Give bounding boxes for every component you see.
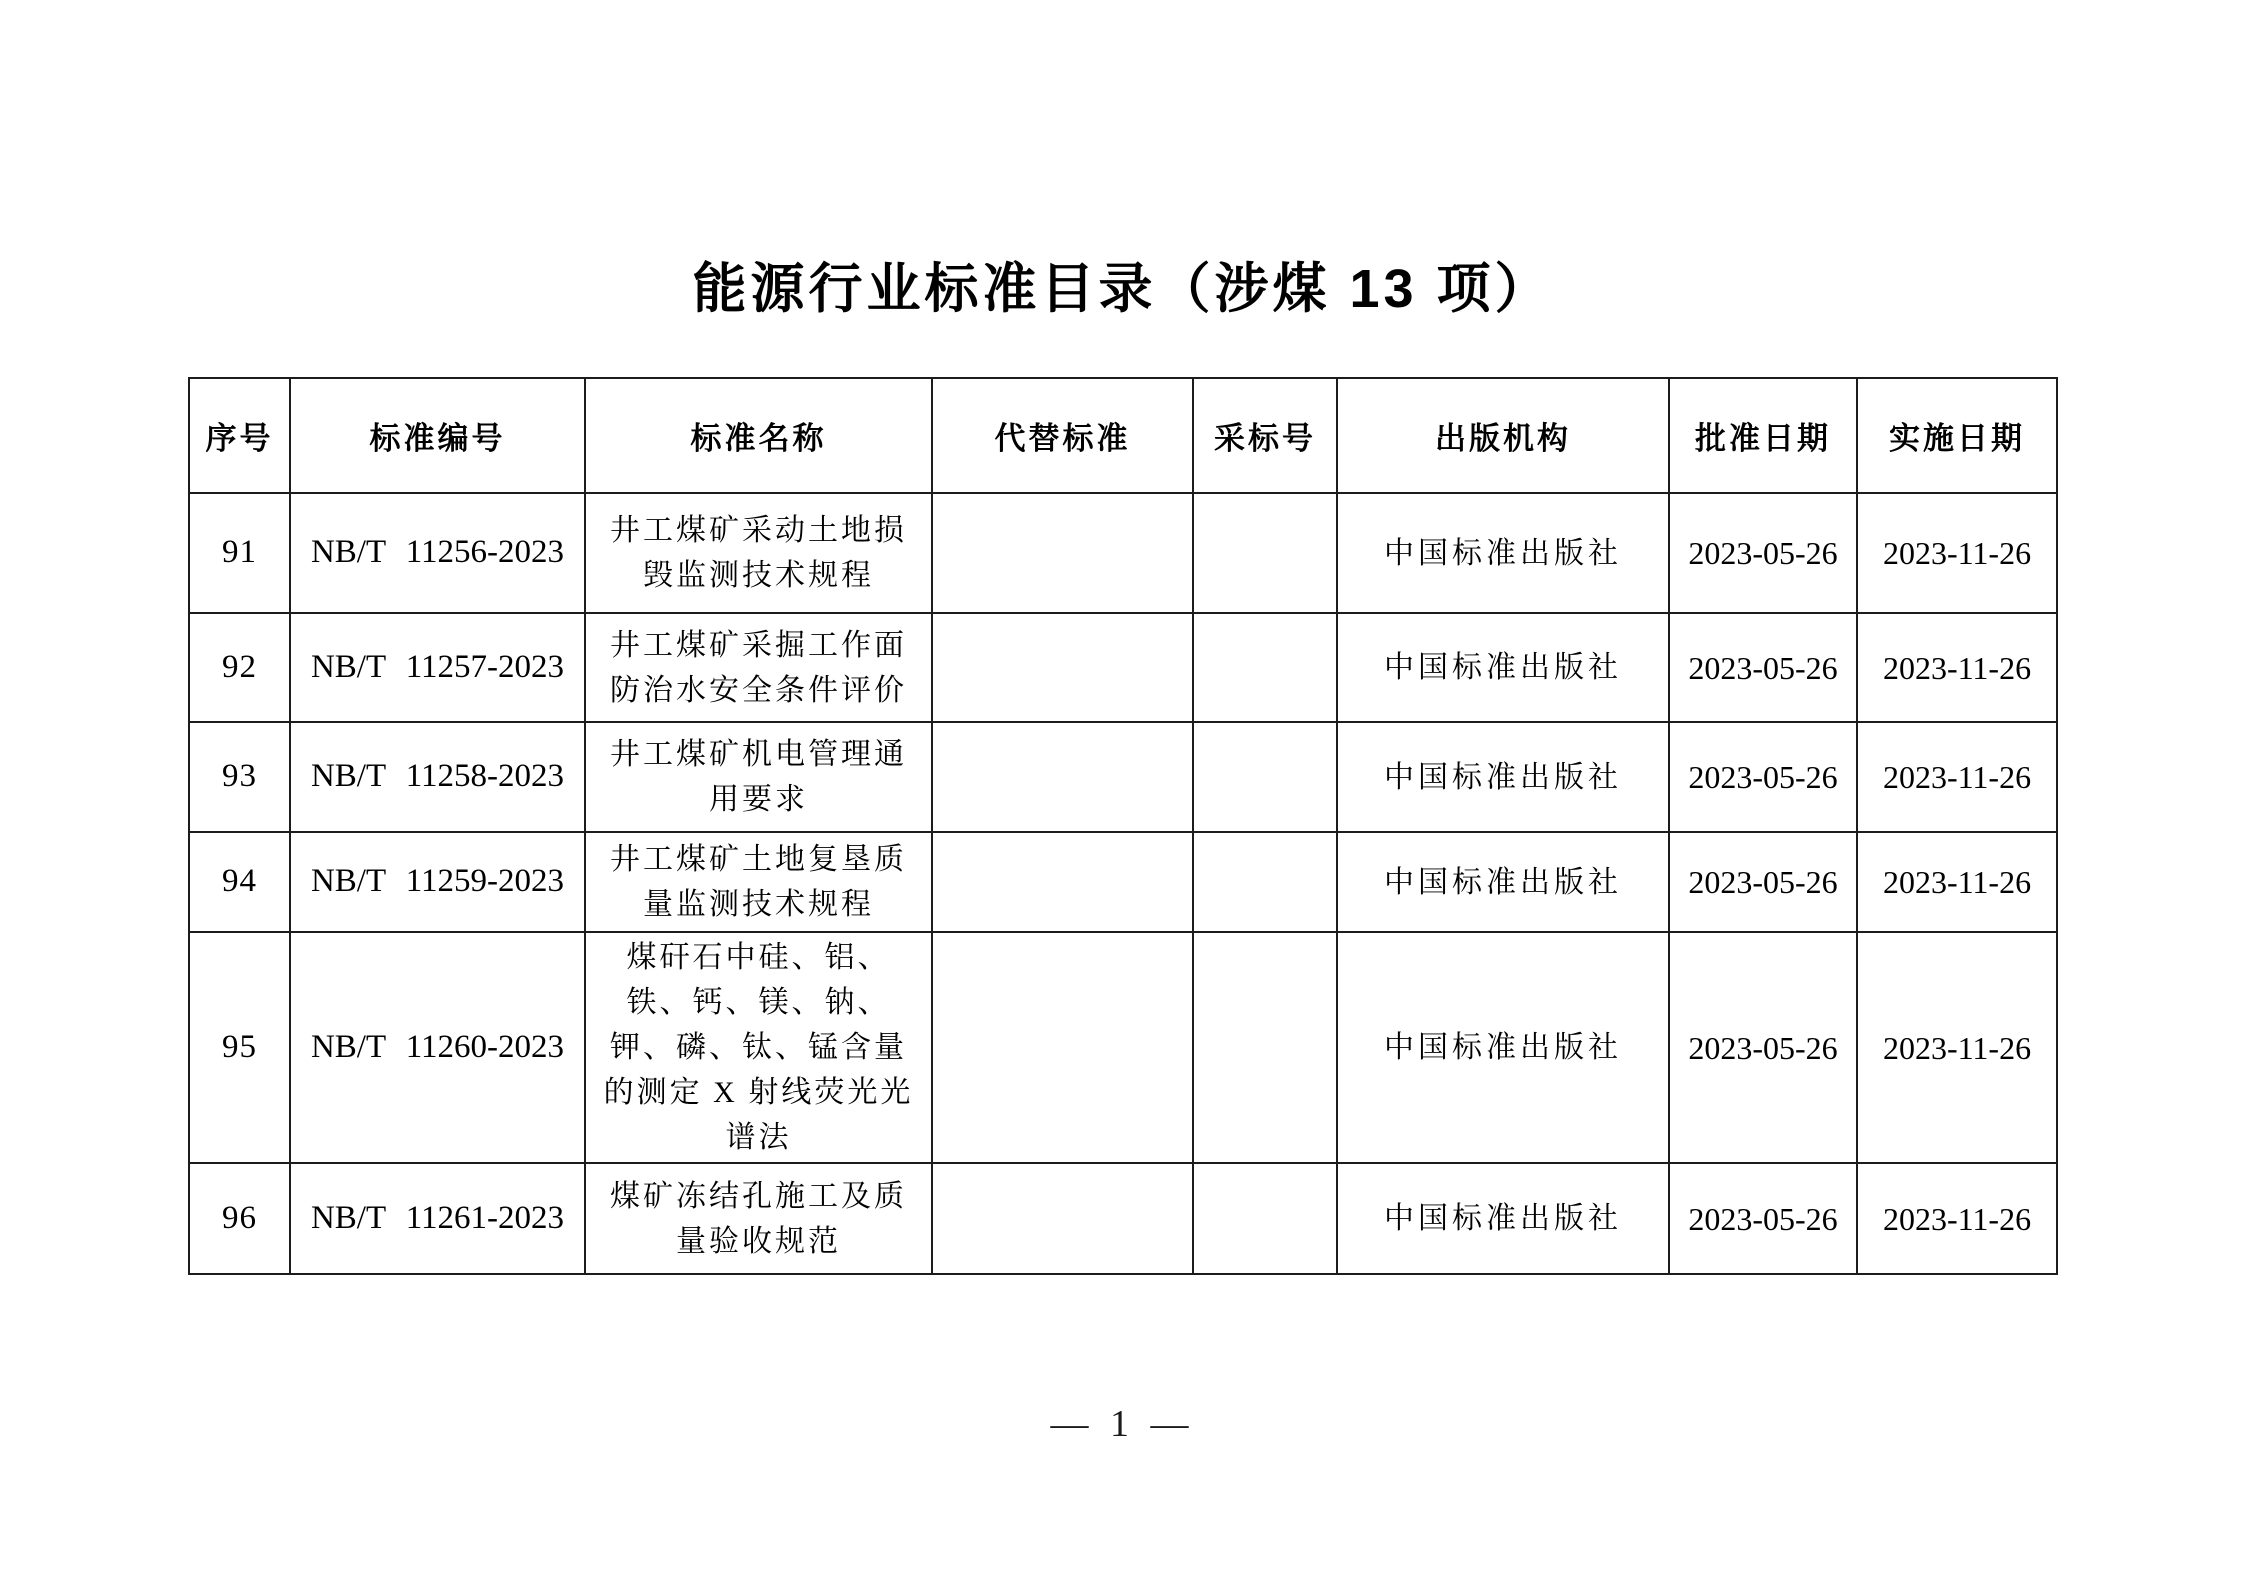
page-number: — 1 — bbox=[1050, 1403, 1195, 1445]
cell-seq: 95 bbox=[189, 932, 290, 1163]
col-header-replaced-standard: 代替标准 bbox=[932, 378, 1193, 493]
cell-implementation-date: 2023-11-26 bbox=[1857, 932, 2057, 1163]
col-header-approval-date: 批准日期 bbox=[1669, 378, 1857, 493]
cell-standard-code: NB/T 11259-2023 bbox=[290, 832, 585, 932]
cell-seq: 91 bbox=[189, 493, 290, 613]
cell-replaced-standard bbox=[932, 493, 1193, 613]
cell-implementation-date: 2023-11-26 bbox=[1857, 493, 2057, 613]
cell-standard-name: 煤矸石中硅、铝、铁、钙、镁、钠、钾、磷、钛、锰含量的测定 X 射线荧光光谱法 bbox=[585, 932, 932, 1163]
cell-publisher: 中国标准出版社 bbox=[1337, 1163, 1669, 1274]
cell-approval-date: 2023-05-26 bbox=[1669, 1163, 1857, 1274]
cell-implementation-date: 2023-11-26 bbox=[1857, 832, 2057, 932]
cell-implementation-date: 2023-11-26 bbox=[1857, 722, 2057, 832]
cell-seq: 94 bbox=[189, 832, 290, 932]
cell-standard-code: NB/T 11256-2023 bbox=[290, 493, 585, 613]
cell-approval-date: 2023-05-26 bbox=[1669, 613, 1857, 722]
cell-publisher: 中国标准出版社 bbox=[1337, 932, 1669, 1163]
table-row bbox=[189, 832, 2057, 932]
standards-table bbox=[188, 377, 2058, 1275]
cell-adoption-number bbox=[1193, 493, 1337, 613]
table-row bbox=[189, 493, 2057, 613]
cell-adoption-number bbox=[1193, 932, 1337, 1163]
col-header-standard-code: 标准编号 bbox=[290, 378, 585, 493]
cell-standard-name: 井工煤矿采动土地损毁监测技术规程 bbox=[585, 493, 932, 613]
cell-publisher: 中国标准出版社 bbox=[1337, 493, 1669, 613]
table-row bbox=[189, 932, 2057, 1163]
cell-approval-date: 2023-05-26 bbox=[1669, 832, 1857, 932]
cell-standard-code: NB/T 11260-2023 bbox=[290, 932, 585, 1163]
cell-standard-code: NB/T 11257-2023 bbox=[290, 613, 585, 722]
cell-adoption-number bbox=[1193, 832, 1337, 932]
cell-replaced-standard bbox=[932, 1163, 1193, 1274]
cell-approval-date: 2023-05-26 bbox=[1669, 493, 1857, 613]
cell-adoption-number bbox=[1193, 613, 1337, 722]
cell-publisher: 中国标准出版社 bbox=[1337, 613, 1669, 722]
table-row bbox=[189, 613, 2057, 722]
cell-implementation-date: 2023-11-26 bbox=[1857, 1163, 2057, 1274]
col-header-seq: 序号 bbox=[189, 378, 290, 493]
cell-standard-name: 井工煤矿土地复垦质量监测技术规程 bbox=[585, 832, 932, 932]
table-header-row bbox=[189, 378, 2057, 493]
cell-replaced-standard bbox=[932, 832, 1193, 932]
cell-seq: 93 bbox=[189, 722, 290, 832]
cell-adoption-number bbox=[1193, 722, 1337, 832]
cell-standard-name: 煤矿冻结孔施工及质量验收规范 bbox=[585, 1163, 932, 1274]
cell-implementation-date: 2023-11-26 bbox=[1857, 613, 2057, 722]
cell-replaced-standard bbox=[932, 932, 1193, 1163]
cell-approval-date: 2023-05-26 bbox=[1669, 722, 1857, 832]
cell-seq: 96 bbox=[189, 1163, 290, 1274]
table-row bbox=[189, 722, 2057, 832]
col-header-adoption-number: 采标号 bbox=[1193, 378, 1337, 493]
cell-standard-name: 井工煤矿采掘工作面防治水安全条件评价 bbox=[585, 613, 932, 722]
cell-replaced-standard bbox=[932, 722, 1193, 832]
cell-replaced-standard bbox=[932, 613, 1193, 722]
cell-standard-name: 井工煤矿机电管理通用要求 bbox=[585, 722, 932, 832]
cell-approval-date: 2023-05-26 bbox=[1669, 932, 1857, 1163]
document-title: 能源行业标准目录（涉煤 13 项） bbox=[692, 259, 1553, 319]
col-header-implementation-date: 实施日期 bbox=[1857, 378, 2057, 493]
cell-seq: 92 bbox=[189, 613, 290, 722]
cell-standard-code: NB/T 11258-2023 bbox=[290, 722, 585, 832]
col-header-standard-name: 标准名称 bbox=[585, 378, 932, 493]
col-header-publisher: 出版机构 bbox=[1337, 378, 1669, 493]
table-row bbox=[189, 1163, 2057, 1274]
cell-publisher: 中国标准出版社 bbox=[1337, 722, 1669, 832]
cell-standard-code: NB/T 11261-2023 bbox=[290, 1163, 585, 1274]
cell-adoption-number bbox=[1193, 1163, 1337, 1274]
cell-publisher: 中国标准出版社 bbox=[1337, 832, 1669, 932]
